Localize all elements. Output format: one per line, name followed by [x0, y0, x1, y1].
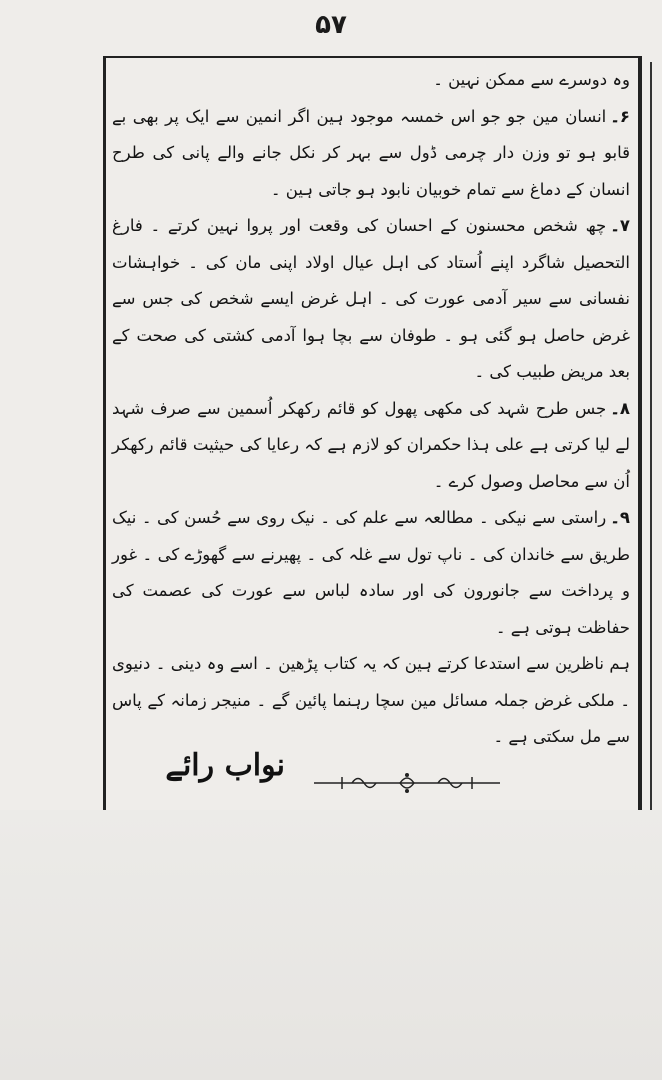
item-text: راستی سے نیکی ۔ مطالعہ سے علم کی ۔ نیک روی سے حُسن کی ۔ نیک طریق سے خاندان کی ۔ ناپ تول سے غلہ کی ۔ پھیرنے سے گھوڑے کی ۔ غور و پرداخت سے جانورون کی اور سادہ لباس سے عورت کی عصمت کی حفاظت ہوتی ہے ۔ — [112, 508, 630, 637]
divider-ornament-icon — [312, 770, 502, 796]
item-text: انسان مین جو جو اس خمسہ موجود ہین اگر انمین سے ایک پر بھی بے قابو ہو تو وزن دار چرمی ڈول سے بہر کر نکل جانے والے پانی کی طرح انسان کے دماغ سے تمام خوبیان نابود ہو جاتی ہین ۔ — [112, 106, 630, 199]
list-item-8 — [112, 391, 630, 501]
signature-row — [112, 748, 630, 802]
intro-line: وہ دوسرے سے ممکن نہین ۔ — [433, 70, 630, 89]
item-number: ۷۔ — [610, 216, 630, 235]
item-text: چھ شخص محسنون کے احسان کی وقعت اور پروا نہین کرتے ۔ فارغ التحصیل شاگرد اپنے اُستاد کی اہل عیال اولاد اپنی مان کی ۔ خواہشات نفسانی سے سیر آدمی عورت کی ۔ اہل غرض ایسے شخص کی جس سے غرض حاصل ہو گئی ہو ۔ طوفان سے بچا ہوا آدمی کشتی کی صحت کے بعد مریض طبیب کی ۔ — [112, 216, 630, 381]
page-number: ۵۷ — [315, 10, 347, 40]
item-number: ۸۔ — [610, 398, 630, 418]
closing-paragraph: ہم ناظرین سے استدعا کرتے ہین کہ یہ کتاب پڑھین ۔ اسے وہ دینی ۔ دنیوی ۔ ملکی غرض جملہ مسائل مین سچا رہنما پائین گے ۔ منیجر زمانہ کے پاس سے مل سکتی ہے ۔ — [112, 654, 630, 746]
item-number: ۹۔ — [610, 508, 630, 527]
page-body — [112, 62, 630, 756]
item-text: جس طرح شہد کی مکھی پھول کو قائم رکھکر اُسمین سے صرف شہد لے لیا کرتی ہے علی ہذا حکمران کو لازم ہے کہ رعایا کی حیثیت قائم رکھکر اُن سے محاصل وصول کرے ۔ — [112, 398, 630, 491]
author-signature: نواب رائے — [165, 748, 285, 783]
list-item-6 — [112, 99, 630, 209]
page-bottom-margin — [0, 810, 662, 1080]
list-item-7 — [112, 208, 630, 391]
item-number: ۶۔ — [610, 106, 630, 126]
list-item-9 — [112, 500, 630, 646]
